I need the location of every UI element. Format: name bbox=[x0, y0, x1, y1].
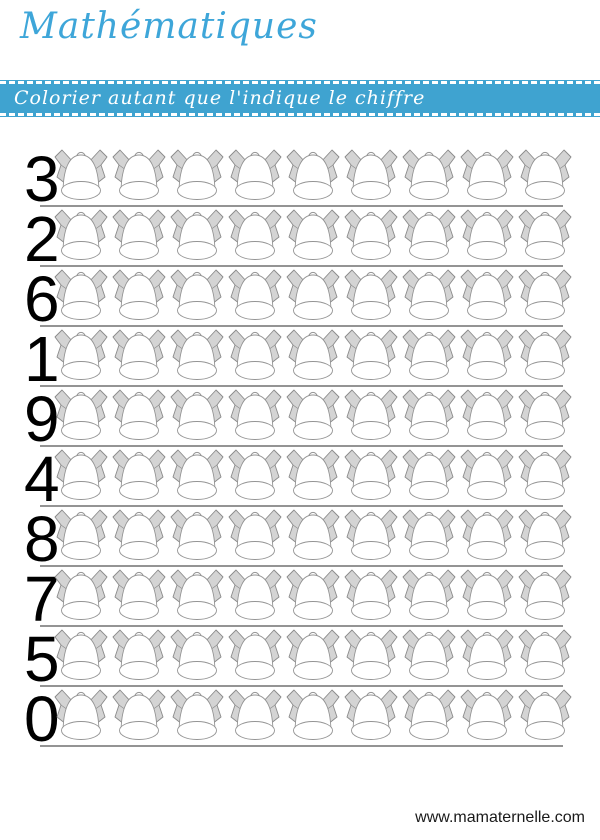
row-digit: 8 bbox=[24, 503, 60, 575]
schoolbag-icon bbox=[342, 208, 400, 262]
schoolbag-icon bbox=[516, 508, 574, 562]
schoolbag-icon bbox=[52, 568, 110, 622]
schoolbag-icon bbox=[168, 268, 226, 322]
schoolbag-icon bbox=[110, 388, 168, 442]
schoolbag-icon bbox=[226, 508, 284, 562]
schoolbag-icon bbox=[226, 268, 284, 322]
schoolbag-icon bbox=[110, 508, 168, 562]
schoolbag-icon bbox=[52, 388, 110, 442]
schoolbag-icon bbox=[400, 328, 458, 382]
schoolbag-icon bbox=[342, 448, 400, 502]
schoolbag-icon bbox=[400, 688, 458, 742]
schoolbag-icon bbox=[226, 388, 284, 442]
schoolbag-icon bbox=[110, 568, 168, 622]
schoolbag-icon bbox=[168, 628, 226, 682]
row-digit: 5 bbox=[24, 623, 60, 695]
schoolbag-icon bbox=[458, 448, 516, 502]
schoolbag-icon bbox=[458, 688, 516, 742]
schoolbag-icon bbox=[168, 568, 226, 622]
worksheet-row bbox=[0, 443, 600, 515]
schoolbag-icon bbox=[400, 388, 458, 442]
schoolbag-icon bbox=[52, 268, 110, 322]
worksheet-row bbox=[0, 143, 600, 215]
schoolbag-icon bbox=[52, 508, 110, 562]
row-digit: 9 bbox=[24, 383, 60, 455]
schoolbag-icon bbox=[458, 568, 516, 622]
schoolbag-icon bbox=[458, 328, 516, 382]
schoolbag-icon bbox=[284, 508, 342, 562]
schoolbag-icon bbox=[284, 148, 342, 202]
schoolbag-icon bbox=[226, 208, 284, 262]
instruction-text: Colorier autant que l'indique le chiffre bbox=[14, 86, 426, 109]
schoolbag-icon bbox=[52, 448, 110, 502]
page-title: Mathématiques bbox=[20, 6, 318, 47]
schoolbag-icon bbox=[342, 148, 400, 202]
schoolbag-icon bbox=[52, 208, 110, 262]
schoolbag-icon bbox=[342, 688, 400, 742]
worksheet-row bbox=[0, 623, 600, 695]
schoolbag-icon bbox=[168, 208, 226, 262]
row-shapes bbox=[52, 328, 574, 382]
row-digit: 4 bbox=[24, 443, 60, 515]
schoolbag-icon bbox=[284, 448, 342, 502]
schoolbag-icon bbox=[342, 268, 400, 322]
schoolbag-icon bbox=[168, 448, 226, 502]
worksheet-rows bbox=[0, 143, 600, 755]
row-shapes bbox=[52, 208, 574, 262]
schoolbag-icon bbox=[284, 208, 342, 262]
schoolbag-icon bbox=[400, 508, 458, 562]
schoolbag-icon bbox=[516, 688, 574, 742]
schoolbag-icon bbox=[110, 448, 168, 502]
row-shapes bbox=[52, 388, 574, 442]
schoolbag-icon bbox=[458, 208, 516, 262]
worksheet-row bbox=[0, 563, 600, 635]
worksheet-row bbox=[0, 263, 600, 335]
schoolbag-icon bbox=[342, 388, 400, 442]
row-digit: 6 bbox=[24, 263, 60, 335]
schoolbag-icon bbox=[516, 268, 574, 322]
schoolbag-icon bbox=[458, 388, 516, 442]
instruction-banner bbox=[0, 80, 600, 117]
schoolbag-icon bbox=[226, 448, 284, 502]
schoolbag-icon bbox=[110, 148, 168, 202]
schoolbag-icon bbox=[400, 628, 458, 682]
schoolbag-icon bbox=[284, 268, 342, 322]
schoolbag-icon bbox=[110, 328, 168, 382]
schoolbag-icon bbox=[284, 628, 342, 682]
schoolbag-icon bbox=[342, 328, 400, 382]
row-shapes bbox=[52, 148, 574, 202]
schoolbag-icon bbox=[168, 508, 226, 562]
schoolbag-icon bbox=[110, 628, 168, 682]
row-shapes bbox=[52, 688, 574, 742]
schoolbag-icon bbox=[342, 508, 400, 562]
worksheet-row bbox=[0, 503, 600, 575]
worksheet-row bbox=[0, 203, 600, 275]
schoolbag-icon bbox=[52, 148, 110, 202]
banner-dashed-border-top bbox=[0, 81, 600, 84]
schoolbag-icon bbox=[400, 568, 458, 622]
worksheet-row bbox=[0, 683, 600, 755]
schoolbag-icon bbox=[226, 328, 284, 382]
row-shapes bbox=[52, 628, 574, 682]
schoolbag-icon bbox=[516, 628, 574, 682]
schoolbag-icon bbox=[168, 148, 226, 202]
schoolbag-icon bbox=[226, 688, 284, 742]
row-shapes bbox=[52, 508, 574, 562]
worksheet-row bbox=[0, 323, 600, 395]
schoolbag-icon bbox=[226, 148, 284, 202]
row-shapes bbox=[52, 568, 574, 622]
writing-line bbox=[40, 745, 563, 747]
schoolbag-icon bbox=[110, 688, 168, 742]
schoolbag-icon bbox=[458, 628, 516, 682]
schoolbag-icon bbox=[516, 328, 574, 382]
schoolbag-icon bbox=[400, 268, 458, 322]
schoolbag-icon bbox=[284, 688, 342, 742]
schoolbag-icon bbox=[226, 628, 284, 682]
row-digit: 2 bbox=[24, 203, 60, 275]
schoolbag-icon bbox=[516, 448, 574, 502]
footer-website-url: www.mamaternelle.com bbox=[415, 809, 585, 826]
worksheet-row bbox=[0, 383, 600, 455]
row-digit: 3 bbox=[24, 143, 60, 215]
row-digit: 0 bbox=[24, 683, 60, 755]
row-shapes bbox=[52, 448, 574, 502]
schoolbag-icon bbox=[284, 568, 342, 622]
row-shapes bbox=[52, 268, 574, 322]
schoolbag-icon bbox=[400, 448, 458, 502]
schoolbag-icon bbox=[516, 148, 574, 202]
schoolbag-icon bbox=[284, 328, 342, 382]
schoolbag-icon bbox=[516, 208, 574, 262]
schoolbag-icon bbox=[284, 388, 342, 442]
schoolbag-icon bbox=[516, 568, 574, 622]
schoolbag-icon bbox=[458, 148, 516, 202]
schoolbag-icon bbox=[342, 628, 400, 682]
schoolbag-icon bbox=[400, 148, 458, 202]
schoolbag-icon bbox=[458, 268, 516, 322]
schoolbag-icon bbox=[342, 568, 400, 622]
schoolbag-icon bbox=[52, 328, 110, 382]
schoolbag-icon bbox=[400, 208, 458, 262]
schoolbag-icon bbox=[458, 508, 516, 562]
row-digit: 1 bbox=[24, 323, 60, 395]
schoolbag-icon bbox=[226, 568, 284, 622]
row-digit: 7 bbox=[24, 563, 60, 635]
schoolbag-icon bbox=[516, 388, 574, 442]
schoolbag-icon bbox=[168, 328, 226, 382]
schoolbag-icon bbox=[52, 628, 110, 682]
schoolbag-icon bbox=[168, 688, 226, 742]
schoolbag-icon bbox=[110, 268, 168, 322]
schoolbag-icon bbox=[110, 208, 168, 262]
schoolbag-icon bbox=[168, 388, 226, 442]
banner-dashed-border-bottom bbox=[0, 113, 600, 116]
schoolbag-icon bbox=[52, 688, 110, 742]
